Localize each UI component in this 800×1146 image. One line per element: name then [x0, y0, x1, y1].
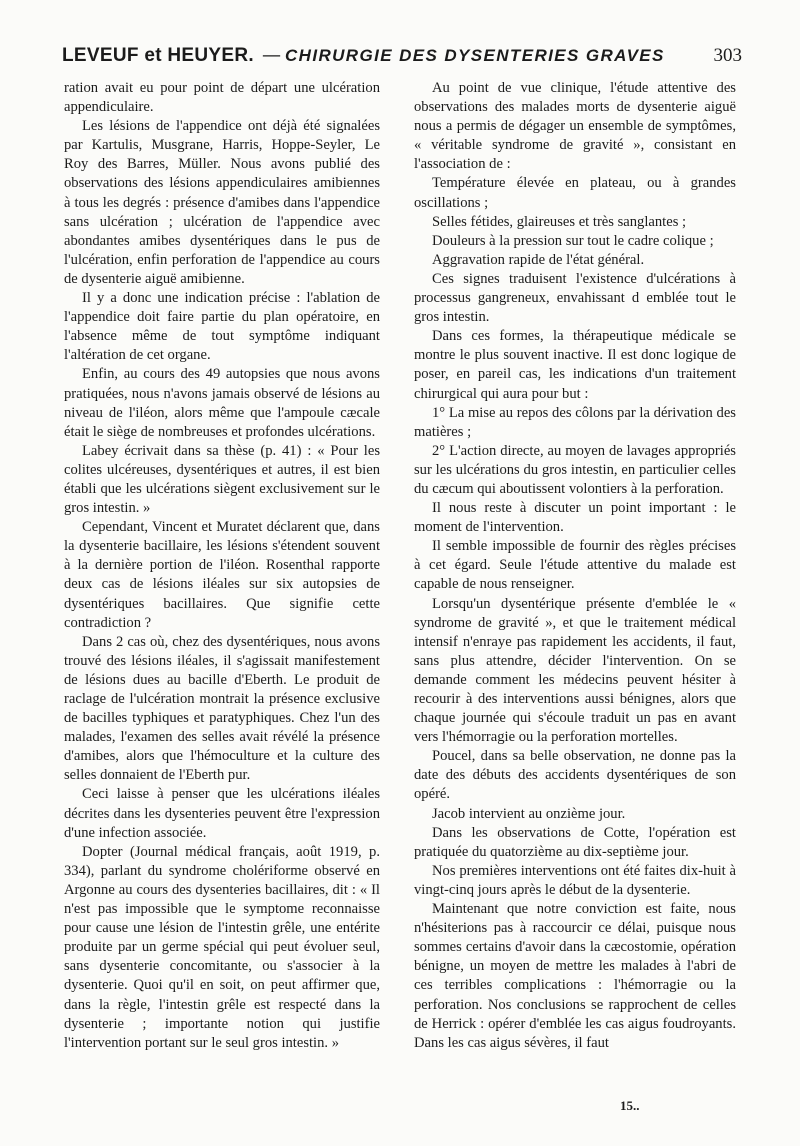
running-header [62, 44, 742, 76]
paragraph: Il y a donc une indication précise : l'ablation de l'appendice doit faire partie du plan opératoire, en l'absence même de tout symptôme indiquant l'altération de cet organe. [64, 290, 380, 364]
paragraph: Cependant, Vincent et Muratet déclarent que, dans la dysenterie bacillaire, les lésions s'étendent souvent à la dernière portion de l'iléon. Rosenthal rapporte deux cas de lésions iléales sur six autopsies de dysentériques bacillaires. Que signifie cette contradiction ? [64, 519, 380, 631]
paragraph: Jacob intervient au onzième jour. [432, 805, 626, 822]
paragraph: Enfin, au cours des 49 autopsies que nous avons pratiquées, nous n'avons jamais observé de lésions au niveau de l'iléon, alors même que l'ampoule cæcale était le siège de nombreuses et profondes ulcérations. [64, 366, 380, 440]
paragraph: Aggravation rapide de l'état général. [432, 251, 645, 268]
left-column [64, 79, 380, 1053]
paragraph: Lorsqu'un dysentérique présente d'emblée le « syndrome de gravité », et que le traitement médical intensif n'enraye pas rapidement les accidents, il faut, sans plus attendre, décider l'intervention. On se demande comment les médecins peuvent hésiter à recourir à des interventions aussi bénignes, alors que chaque journée qui s'écoule traduit un pas en avant vers l'hémorragie ou la perforation mortelles. [414, 595, 736, 746]
paragraph: Dans les observations de Cotte, l'opération est pratiquée du quatorzième au dix-septième jour. [414, 824, 736, 860]
paragraph: Poucel, dans sa belle observation, ne donne pas la date des débuts des accidents dysentériques de son opéré. [414, 748, 736, 803]
paragraph: ration avait eu pour point de départ une ulcération appendiculaire. [64, 80, 380, 116]
paragraph: Labey écrivait dans sa thèse (p. 41) : « Pour les colites ulcéreuses, dysentériques et autres, il est bien établi que les ulcérations siègent exclusivement sur le gros intestin. » [64, 442, 380, 517]
header-dash: — [261, 44, 281, 66]
paragraph: Il nous reste à discuter un point important : le moment de l'intervention. [414, 500, 736, 536]
paragraph: Maintenant que notre conviction est faite, nous n'hésiterions pas à raccourcir ce délai, puisque nous sommes certains d'avoir dans la cæcostomie, opération bénigne, un moyen de mettre les malades à l'abri de ces terribles complications : l'hémorragie ou la perforation. Nos conclusions se rapprochent de celles de Herrick : opérer d'emblée les cas aigus foudroyants. Dans les cas aigus sévères, il faut [414, 901, 736, 1051]
paragraph: 1° La mise au repos des côlons par la dérivation des matières ; [414, 404, 736, 440]
paragraph: Dans 2 cas où, chez des dysentériques, nous avons trouvé des lésions iléales, il s'agissait manifestement de lésions dues au bacille d'Eberth. Le produit de raclage de l'ulcération montrait la présence exclusive de bacilles typhiques et paratyphiques. Chez l'un des malades, l'examen des selles avait révélé la présence d'amibes, alors que l'hémoculture et la culture des selles donnaient de l'Eberth pur. [64, 633, 380, 784]
paragraph: 2° L'action directe, au moyen de lavages appropriés sur les ulcérations du gros intestin, en particulier celles du cæcum qui aboutissent volontiers à la perforation. [414, 442, 736, 497]
header-title: CHIRURGIE DES DYSENTERIES GRAVES [284, 46, 665, 65]
paragraph: Ceci laisse à penser que les ulcérations iléales décrites dans les dysenteries peuvent être l'expression d'une infection associée. [64, 786, 380, 841]
right-column [414, 79, 736, 1053]
header-authors: LEVEUF et HEUYER. [62, 45, 254, 66]
paragraph: Dopter (Journal médical français, août 1919, p. 334), parlant du syndrome cholériforme observé en Argonne au cours des dysenteries bacillaires, dit : « Il n'est pas impossible que le symptome reconnaisse pour cause une lésion de l'intestin grêle, une entérite produite par un germe spécial qui peut évoluer seul, sans dysenterie concomitante, ou s'associer à la dysenterie. Quoi qu'il en soit, on peut affirmer que, dans la règle, l'intestin grêle est respecté dans la dysenterie ; importante notion qui justifie l'intervention portant sur le seul gros intestin. » [64, 843, 380, 1051]
paragraph: Il semble impossible de fournir des règles précises à cet égard. Seule l'étude attentive du malade est capable de nous renseigner. [414, 538, 736, 593]
paragraph: Ces signes traduisent l'existence d'ulcérations à processus gangreneux, envahissant d emblée tout le gros intestin. [414, 270, 736, 326]
paragraph: Température élevée en plateau, ou à grandes oscillations ; [414, 175, 736, 211]
signature-mark: 15.. [620, 1098, 640, 1113]
paragraph: Dans ces formes, la thérapeutique médicale se montre le plus souvent inactive. Il est donc logique de poser, en pareil cas, les indications d'un traitement chirurgical qui aura pour but : [414, 328, 736, 402]
paragraph: Douleurs à la pression sur tout le cadre colique ; [432, 232, 714, 249]
paragraph: Nos premières interventions ont été faites dix-huit à vingt-cinq jours après le début de la dysenterie. [414, 862, 736, 898]
paragraph: Au point de vue clinique, l'étude attentive des observations des malades morts de dysenterie aiguë nous a permis de dégager un ensemble de symptômes, « véritable syndrome de gravité », consistant en l'association de : [414, 80, 736, 173]
paragraph: Les lésions de l'appendice ont déjà été signalées par Kartulis, Musgrane, Harris, Hoppe-Seyler, Le Roy des Barres, Müller. Nous avons publié des observations des lésions appendiculaires amibiennes à tous les degrés : présence d'amibes dans l'appendice sans ulcération ; ulcération de l'appendice avec abondantes amibes dysentériques dans le pus de l'ulcération, enfin perforation de l'appendice au cours de dysenterie aiguë amibienne. [64, 118, 380, 287]
paragraph: Selles fétides, glaireuses et très sanglantes ; [432, 213, 687, 230]
page-number: 303 [713, 45, 742, 66]
